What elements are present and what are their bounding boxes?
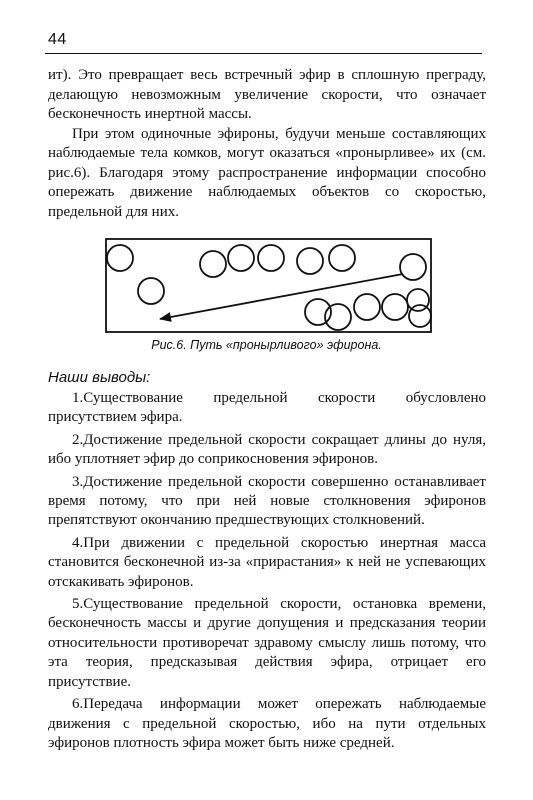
conclusion-item: 6.Передача информации может опережать наблюдаемые движения с предельной скоростью, ибо на пути отдельных эфиронов плотность эфира может быть ниже средней.	[48, 696, 486, 751]
ether-ball	[400, 254, 426, 280]
ether-ball	[107, 245, 133, 271]
paragraph-continuation: ит). Это превращает весь встречный эфир в сплошную преграду, делающую невозможным увеличение скорости, что означает бесконечность инертной массы.	[48, 67, 486, 122]
conclusion-item: 1.Существование предельной скорости обусловлено присутствием эфира.	[48, 390, 486, 426]
conclusions-heading: Наши выводы:	[48, 369, 151, 386]
ether-ball	[305, 299, 331, 325]
conclusion-item: 4.При движении с предельной скоростью инертная масса становится бесконечной из-за «прирастания» к ней не успевающих отскакивать эфиронов.	[48, 534, 486, 590]
ether-ball	[200, 251, 226, 277]
conclusion-item: 3.Достижение предельной скорости совершенно останавливает время потому, что при ней новые столкновения эфиронов препятствуют окончанию предшествующих столкновений.	[48, 473, 486, 529]
figure-caption: Рис.6. Путь «пронырливого» эфирона.	[151, 338, 382, 352]
ether-ball	[258, 245, 284, 271]
ethereon-path-arrow	[160, 274, 403, 319]
conclusion-item: 2.Достижение предельной скорости сокращает длины до нуля, ибо уплотняет эфир до соприкосновения эфиронов.	[48, 431, 486, 468]
conclusions-list	[48, 389, 486, 756]
figure-frame	[106, 239, 431, 332]
ether-ball	[409, 305, 431, 327]
conclusion-item: 5.Существование предельной скорости, остановка времени, бесконечность массы и другие допущения и предсказания теории относительности противоречат здравому смыслу лишь потому, что эта теория, предсказывая действия эфира, отрицает его присутствие.	[48, 596, 486, 690]
ether-ball	[407, 289, 429, 311]
ether-ball	[297, 248, 323, 274]
ether-ball	[228, 245, 254, 271]
page-number: 44	[48, 31, 67, 48]
ether-ball	[325, 304, 351, 330]
ether-ball	[329, 245, 355, 271]
paragraph-ethereons: При этом одиночные эфироны, будучи меньше составляющих наблюдаемые тела комков, могут оказаться «пронырливее» их (см. рис.6). Благодаря этому распространение информации способно опережать движение наблюдаемых объектов со скоростью, предельной для них.	[48, 125, 486, 220]
ether-ball	[354, 294, 380, 320]
header-rule	[45, 53, 482, 54]
ether-ball	[138, 278, 164, 304]
ether-ball	[382, 294, 408, 320]
figure-ethereon-path	[105, 238, 432, 333]
intro-text	[48, 66, 486, 222]
